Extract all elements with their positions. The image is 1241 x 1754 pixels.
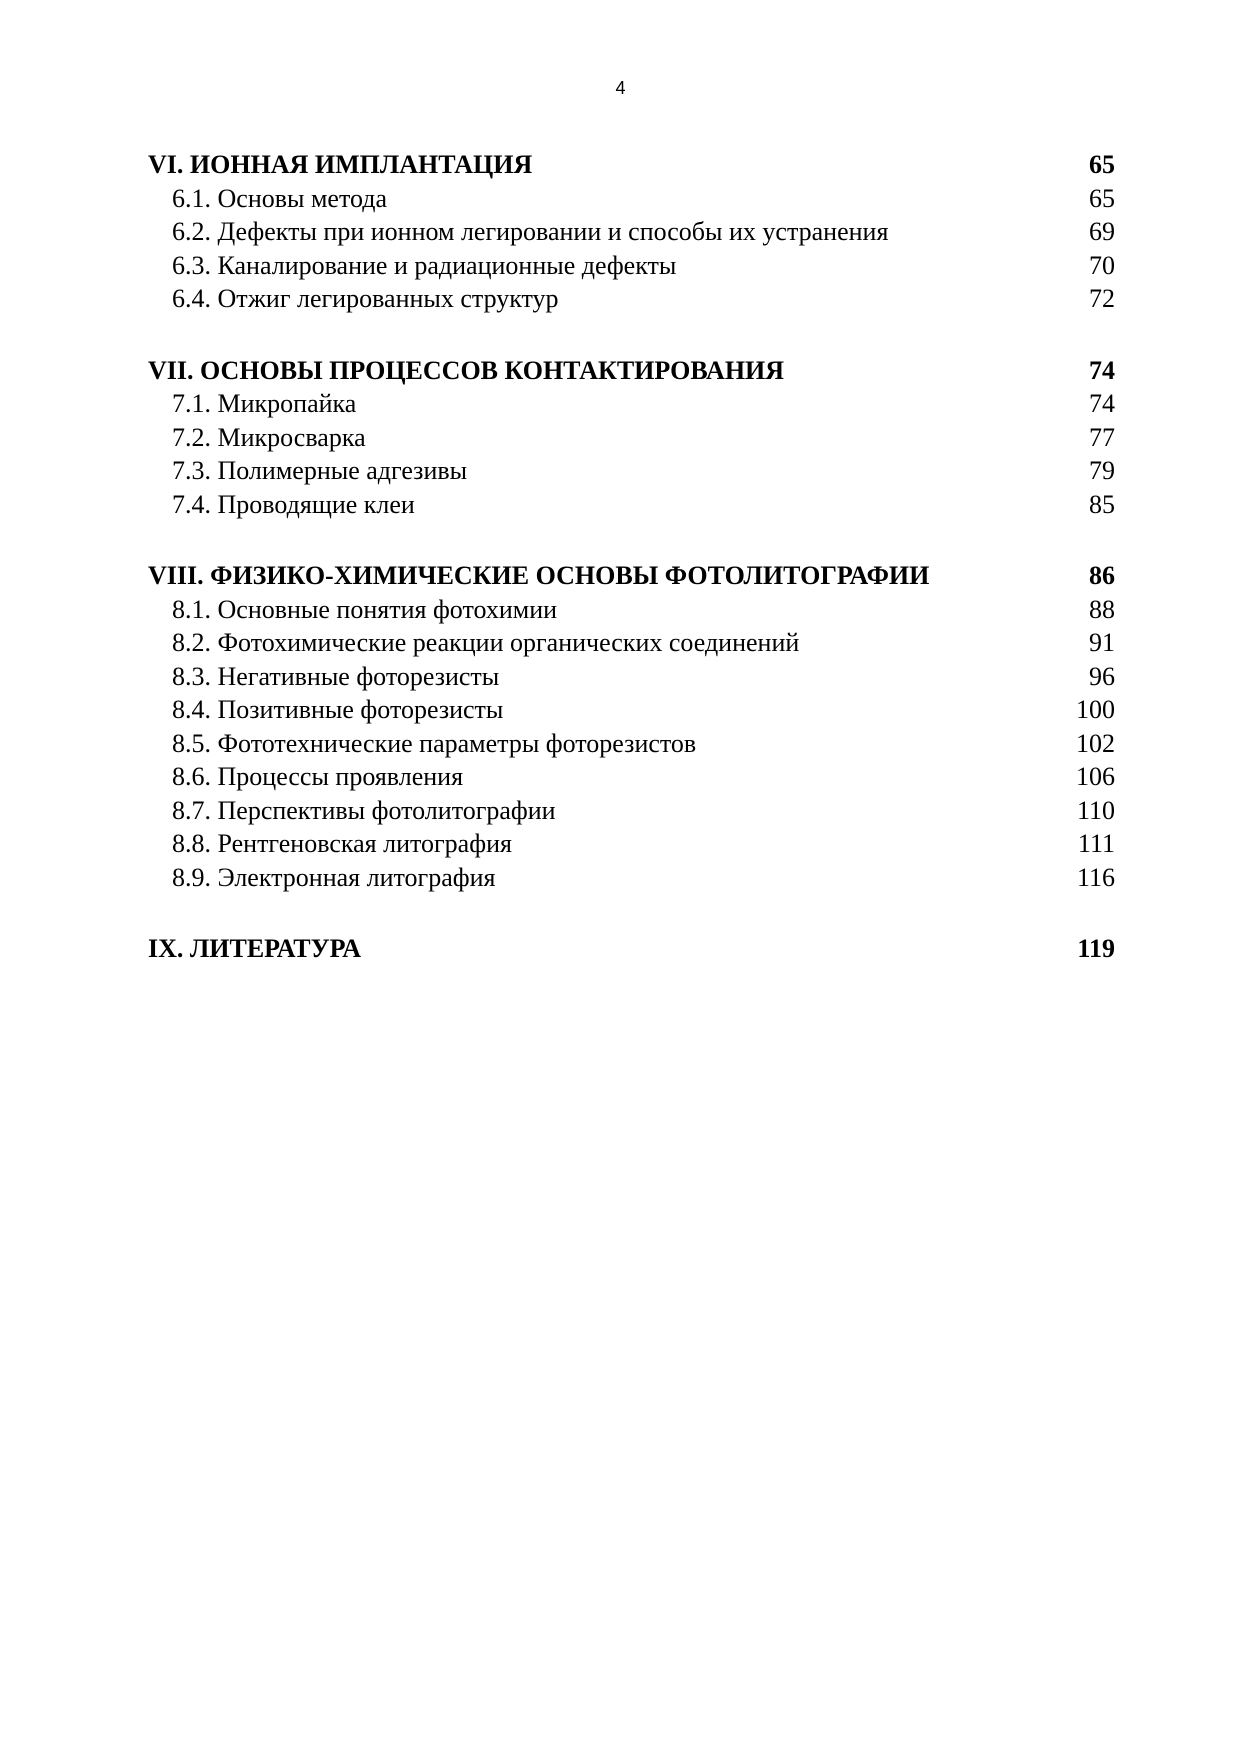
toc-heading-title: VI. ИОННАЯ ИМПЛАНТАЦИЯ	[148, 150, 533, 179]
toc-item-page: 72	[1089, 284, 1115, 313]
toc-heading-page: 119	[1077, 934, 1115, 963]
toc-item[interactable]	[148, 454, 1115, 488]
toc-item-page: 96	[1089, 661, 1115, 691]
toc-item[interactable]	[148, 421, 1115, 455]
toc-item[interactable]	[148, 282, 1115, 316]
toc-item-title: 8.1. Основные понятия фотохимии	[172, 594, 558, 624]
toc-item-page: 110	[1076, 795, 1115, 825]
toc-item-title: 8.4. Позитивные фоторезисты	[172, 695, 504, 724]
toc-item[interactable]	[148, 387, 1115, 421]
toc-item-title: 6.1. Основы метода	[172, 183, 388, 213]
toc-item-page: 74	[1089, 389, 1115, 418]
toc-item-page: 69	[1089, 217, 1115, 246]
toc-item-page: 91	[1089, 628, 1115, 657]
toc-item[interactable]	[148, 488, 1115, 522]
toc-item[interactable]	[148, 861, 1115, 895]
toc-item-title: 8.5. Фототехнические параметры фоторезистов	[172, 728, 697, 758]
toc-item-page: 111	[1077, 829, 1115, 858]
toc-heading-page: 86	[1089, 561, 1115, 590]
toc-item-page: 106	[1076, 762, 1115, 791]
toc-heading-title: VIII. ФИЗИКО-ХИМИЧЕСКИЕ ОСНОВЫ ФОТОЛИТОГРАФИИ	[148, 561, 930, 590]
toc-item-title: 7.1. Микропайка	[172, 389, 357, 418]
toc-item-title: 6.4. Отжиг легированных структур	[172, 284, 559, 313]
toc-item[interactable]	[148, 249, 1115, 283]
toc-item-title: 8.8. Рентгеновская литография	[172, 829, 512, 858]
toc-item-page: 77	[1089, 422, 1115, 452]
toc-item[interactable]	[148, 182, 1115, 216]
toc-item[interactable]	[148, 794, 1115, 828]
toc-item[interactable]	[148, 727, 1115, 761]
toc-item-title: 8.2. Фотохимические реакции органических соединений	[172, 628, 800, 657]
toc-section-viii	[148, 559, 1115, 894]
toc-item[interactable]	[148, 827, 1115, 861]
toc-item-title: 7.3. Полимерные адгезивы	[172, 456, 468, 485]
toc-item[interactable]	[148, 626, 1115, 660]
toc-item[interactable]	[148, 660, 1115, 694]
toc-heading[interactable]	[148, 354, 1115, 388]
toc-heading[interactable]	[148, 932, 1115, 966]
toc-item[interactable]	[148, 593, 1115, 627]
toc-heading[interactable]	[148, 148, 1115, 182]
toc-section-ix	[148, 932, 1115, 966]
toc-item-title: 8.9. Электронная литография	[172, 862, 496, 892]
toc-item-page: 70	[1089, 250, 1115, 280]
toc-item-page: 100	[1076, 695, 1115, 724]
toc-item-page: 88	[1089, 594, 1115, 624]
toc-heading-title: VII. ОСНОВЫ ПРОЦЕССОВ КОНТАКТИРОВАНИЯ	[148, 355, 785, 385]
toc-item-page: 85	[1089, 489, 1115, 519]
toc-item-page: 102	[1076, 728, 1115, 758]
toc-section-vii	[148, 354, 1115, 522]
toc-item-title: 8.3. Негативные фоторезисты	[172, 661, 500, 691]
page-number: 4	[615, 78, 626, 98]
toc-item-title: 6.3. Каналирование и радиационные дефекты	[172, 250, 677, 280]
toc-heading[interactable]	[148, 559, 1115, 593]
toc-heading-page: 65	[1089, 150, 1115, 179]
toc-item-page: 65	[1089, 183, 1115, 213]
toc-item-title: 7.4. Проводящие клеи	[172, 489, 415, 519]
toc-heading-page: 74	[1089, 355, 1115, 385]
toc-item-page: 79	[1089, 456, 1115, 485]
toc-item[interactable]	[148, 215, 1115, 249]
toc-item-page: 116	[1076, 862, 1115, 892]
toc-item-title: 8.6. Процессы проявления	[172, 762, 464, 791]
toc-item-title: 7.2. Микросварка	[172, 422, 366, 452]
toc-item-title: 8.7. Перспективы фотолитографии	[172, 795, 556, 825]
table-of-contents	[148, 148, 1115, 1004]
toc-item[interactable]	[148, 760, 1115, 794]
toc-section-vi	[148, 148, 1115, 316]
toc-heading-title: IX. ЛИТЕРАТУРА	[148, 934, 361, 963]
toc-item-title: 6.2. Дефекты при ионном легировании и способы их устранения	[172, 217, 889, 246]
toc-item[interactable]	[148, 693, 1115, 727]
